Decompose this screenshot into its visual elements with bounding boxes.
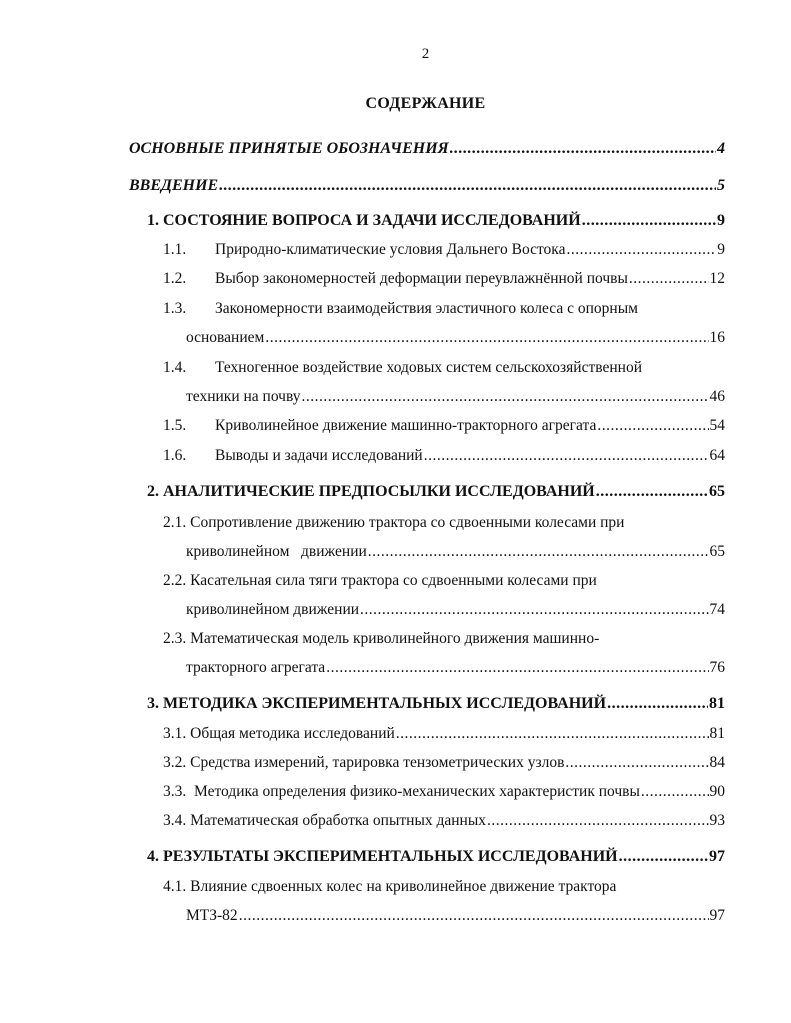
leader-dots [629,269,709,289]
toc-entry-label: Выводы и задачи исследований [215,447,423,464]
toc-page-number: 5 [717,177,725,194]
toc-section-2-3-cont[interactable] [186,658,725,678]
toc-entry-label: 3.4. Математическая обработка опытных данных [163,812,487,829]
toc-page-number: 76 [709,659,725,676]
leader-dots [239,906,709,926]
toc-page-number: 93 [709,812,725,829]
toc-entry-label: Природно-климатические условия Дальнего Востока [215,241,566,258]
toc-entry-designations[interactable] [129,139,725,159]
toc-page-number: 9 [717,241,725,258]
leader-dots [566,240,716,260]
leader-dots [607,694,708,714]
toc-page-number: 4 [717,140,725,157]
leader-dots [265,328,708,348]
toc-entry-label: 2.1. Сопротивление движению трактора со сдвоенными колесами при [163,514,625,531]
toc-page-number: 74 [709,601,725,618]
toc-entry-label: ВВЕДЕНИЕ [129,177,219,194]
toc-section-2-1[interactable] [163,513,725,533]
leader-dots [424,446,709,466]
leader-dots [360,600,708,620]
page-number: 2 [421,46,430,62]
toc-section-3-3[interactable] [163,782,725,802]
toc-entry-label: Техногенное воздействие ходовых систем сельскохозяйственной [215,359,642,376]
toc-section-3-1[interactable] [163,724,725,744]
toc-page-number: 9 [717,212,725,229]
toc-entry-label: 2.2. Касательная сила тяги трактора со сдвоенными колесами при [163,572,597,589]
toc-entry-label: 3.3. Методика определения физико-механических характеристик почвы [163,783,640,800]
toc-page-number: 12 [709,270,725,287]
toc-section-2-2[interactable] [163,571,725,591]
toc-page-number: 84 [709,754,725,771]
leader-dots [597,416,708,436]
toc-page-number: 65 [709,543,725,560]
toc-entry-label: криволинейном движении [186,601,360,618]
toc-page-number: 16 [709,329,725,346]
toc-entry-label: ОСНОВНЫЕ ПРИНЯТЫЕ ОБОЗНАЧЕНИЯ [129,140,449,157]
toc-page-number: 65 [709,483,725,500]
toc-entry-label: 3. МЕТОДИКА ЭКСПЕРИМЕНТАЛЬНЫХ ИССЛЕДОВАНИЙ [147,695,607,712]
toc-entry-label: Выбор закономерностей деформации переувлажнённой почвы [215,270,628,287]
leader-dots [450,139,716,159]
toc-entry-label: 2.3. Математическая модель криволинейного движения машинно- [163,630,600,647]
toc-section-1-5[interactable] [163,416,725,436]
toc-entry-label: 3.1. Общая методика исследований [163,725,395,742]
toc-entry-label: 4.1. Влияние сдвоенных колес на криволинейное движение трактора [163,878,617,895]
toc-page-number: 90 [709,783,725,800]
toc-entry-label: 1. СОСТОЯНИЕ ВОПРОСА И ЗАДАЧИ ИССЛЕДОВАНИЙ [147,212,581,229]
toc-page-number: 97 [709,907,725,924]
leader-dots [219,176,716,196]
toc-section-2-1-cont[interactable] [186,542,725,562]
toc-section-1-2[interactable] [163,269,725,289]
toc-entry-label: 4. РЕЗУЛЬТАТЫ ЭКСПЕРИМЕНТАЛЬНЫХ ИССЛЕДОВАНИЙ [147,848,618,865]
leader-dots [619,847,708,867]
toc-section-3-2[interactable] [163,753,725,773]
toc-page-number: 97 [709,848,725,865]
leader-dots [596,482,708,502]
toc-chapter-2[interactable] [147,482,725,502]
toc-section-number: 1.4. [163,359,187,376]
toc-page-number: 81 [709,695,725,712]
toc-section-number: 1.2. [163,270,187,287]
toc-section-1-6[interactable] [163,446,725,466]
leader-dots [396,724,709,744]
page-title: СОДЕРЖАНИЕ [365,95,486,112]
toc-section-4-1[interactable] [163,877,725,897]
toc-section-2-2-cont[interactable] [186,600,725,620]
toc-section-1-3[interactable] [163,299,725,319]
toc-section-number: 1.3. [163,300,187,317]
toc-entry-label: тракторного агрегата [186,659,326,676]
toc-section-1-3-cont[interactable] [186,328,725,348]
toc-entry-label: Криволинейное движение машинно-тракторного агрегата [215,417,597,434]
toc-chapter-3[interactable] [147,694,725,714]
toc-section-1-4-cont[interactable] [186,387,725,407]
toc-section-2-3[interactable] [163,629,725,649]
toc-entry-label: МТЗ-82 [186,907,238,924]
toc-page-number: 54 [709,417,725,434]
toc-section-number: 1.1. [163,241,187,258]
leader-dots [641,782,709,802]
toc-entry-label: криволинейном движении [186,543,367,560]
toc-page-number: 46 [709,388,725,405]
toc-chapter-4[interactable] [147,847,725,867]
toc-entry-label: основанием [186,329,265,346]
toc-section-1-4[interactable] [163,358,725,378]
toc-page-number: 64 [709,447,725,464]
toc-entry-label: 2. АНАЛИТИЧЕСКИЕ ПРЕДПОСЫЛКИ ИССЛЕДОВАНИЙ [147,483,595,500]
leader-dots [302,387,709,407]
leader-dots [326,658,708,678]
toc-entry-label: техники на почву [186,388,301,405]
toc-section-1-1[interactable] [163,240,725,260]
toc-entry-intro[interactable] [129,176,725,196]
toc-section-number: 1.5. [163,417,187,434]
toc-page-number: 81 [709,725,725,742]
toc-section-4-1-cont[interactable] [186,906,725,926]
toc-section-3-4[interactable] [163,811,725,831]
leader-dots [565,753,708,773]
toc-section-number: 1.6. [163,447,187,464]
toc-entry-label: Закономерности взаимодействия эластичного колеса с опорным [215,300,638,317]
leader-dots [487,811,708,831]
toc-entry-label: 3.2. Средства измерений, тарировка тензометрических узлов [163,754,565,771]
leader-dots [582,211,716,231]
toc-chapter-1[interactable] [147,211,725,231]
leader-dots [368,542,709,562]
